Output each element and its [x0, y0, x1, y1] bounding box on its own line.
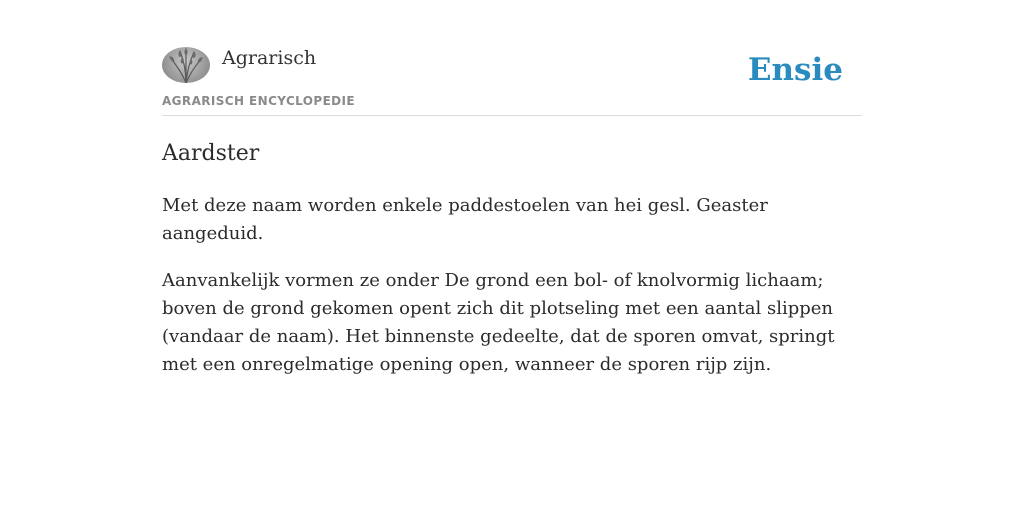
article-body: [162, 192, 862, 398]
article-paragraph: Aanvankelijk vormen ze onder De grond een bol- of knolvormig lichaam; boven de grond gekomen opent zich dit plotseling met een aantal slippen (vandaar de naam). Het binnenste gedeelte, dat de sporen omvat, springt met een onregelmatige opening open, wanneer de sporen rijp zijn.: [162, 270, 835, 375]
article-title: Aardster: [162, 141, 260, 166]
wheat-icon[interactable]: [162, 47, 210, 83]
article-paragraph: Met deze naam worden enkele paddestoelen van hei gesl. Geaster aangeduid.: [162, 195, 768, 244]
site-header: [162, 0, 862, 116]
brand-logo[interactable]: Ensie: [747, 52, 843, 88]
page-container: [162, 0, 862, 375]
site-subtitle: AGRARISCH ENCYCLOPEDIE: [162, 94, 355, 108]
site-name[interactable]: Agrarisch: [222, 47, 317, 69]
